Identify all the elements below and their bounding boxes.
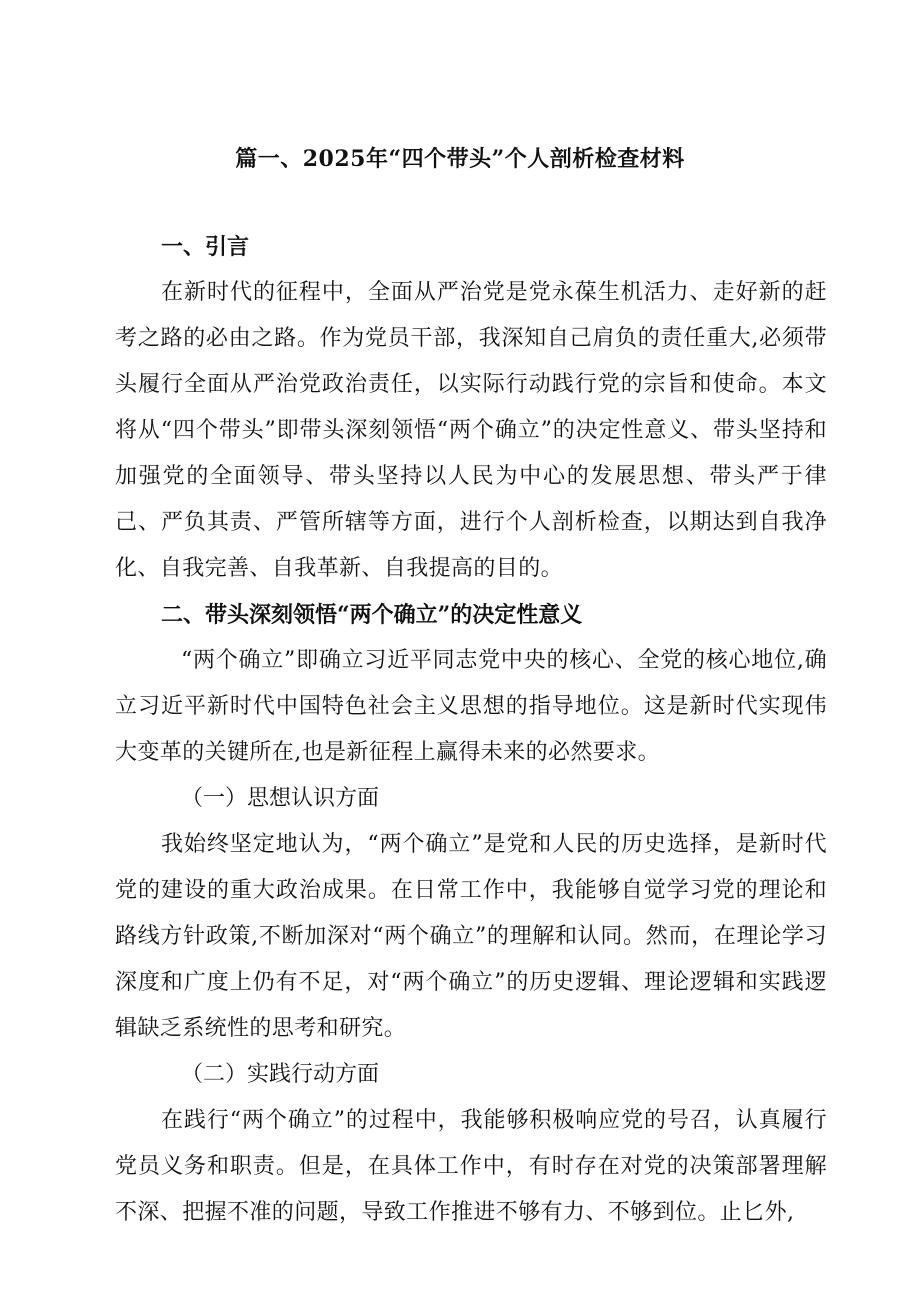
subsection-heading-practical-action: （二）实践行动方面 xyxy=(181,1062,380,1087)
introduction-paragraph: 在新时代的征程中，全面从严治党是党永葆生机活力、走好新的赶考之路的必由之路。作为党员干部，我深知自己肩负的责任重大,必须带头履行全面从严治党政治责任，以实际行动践行党的宗旨和使命。本文将从“四个带头”即带头深刻领悟“两个确立”的决定性意义、带头坚持和加强党的全面领导、带头坚持以人民为中心的发展思想、带头严于律己、严负其责、严管所辖等方面，进行个人剖析检查，以期达到自我净化、自我完善、自我革新、自我提高的目的。 xyxy=(115,280,827,581)
document-title: 篇一、2025年“四个带头”个人剖析检查材料 xyxy=(235,146,685,172)
two-establishments-intro-paragraph: “两个确立”即确立习近平同志党中央的核心、全党的核心地位,确立习近平新时代中国特色社会主义思想的指导地位。这是新时代实现伟大变革的关键所在,也是新征程上赢得未来的必然要求。 xyxy=(115,648,827,765)
section-heading-two-establishments: 二、带头深刻领悟“两个确立”的决定性意义 xyxy=(161,602,583,628)
subsection-heading-ideological-understanding: （一）思想认识方面 xyxy=(181,786,380,811)
ideological-understanding-paragraph: 我始终坚定地认为，“两个确立”是党和人民的历史选择，是新时代党的建设的重大政治成果。在日常工作中，我能够自觉学习党的理论和路线方针政策,不断加深对“两个确立”的理解和认同。然而，在理论学习深度和广度上仍有不足，对“两个确立”的历史逻辑、理论逻辑和实践逻辑缺乏系统性的思考和研究。 xyxy=(115,832,827,1041)
document-body xyxy=(115,224,827,1236)
practical-action-paragraph: 在践行“两个确立”的过程中，我能够积极响应党的号召，认真履行党员义务和职责。但是，在具体工作中，有时存在对党的决策部署理解不深、把握不准的问题，导致工作推进不够有力、不够到位。止匕外, xyxy=(115,1108,827,1225)
section-heading-introduction: 一、引言 xyxy=(161,234,250,260)
